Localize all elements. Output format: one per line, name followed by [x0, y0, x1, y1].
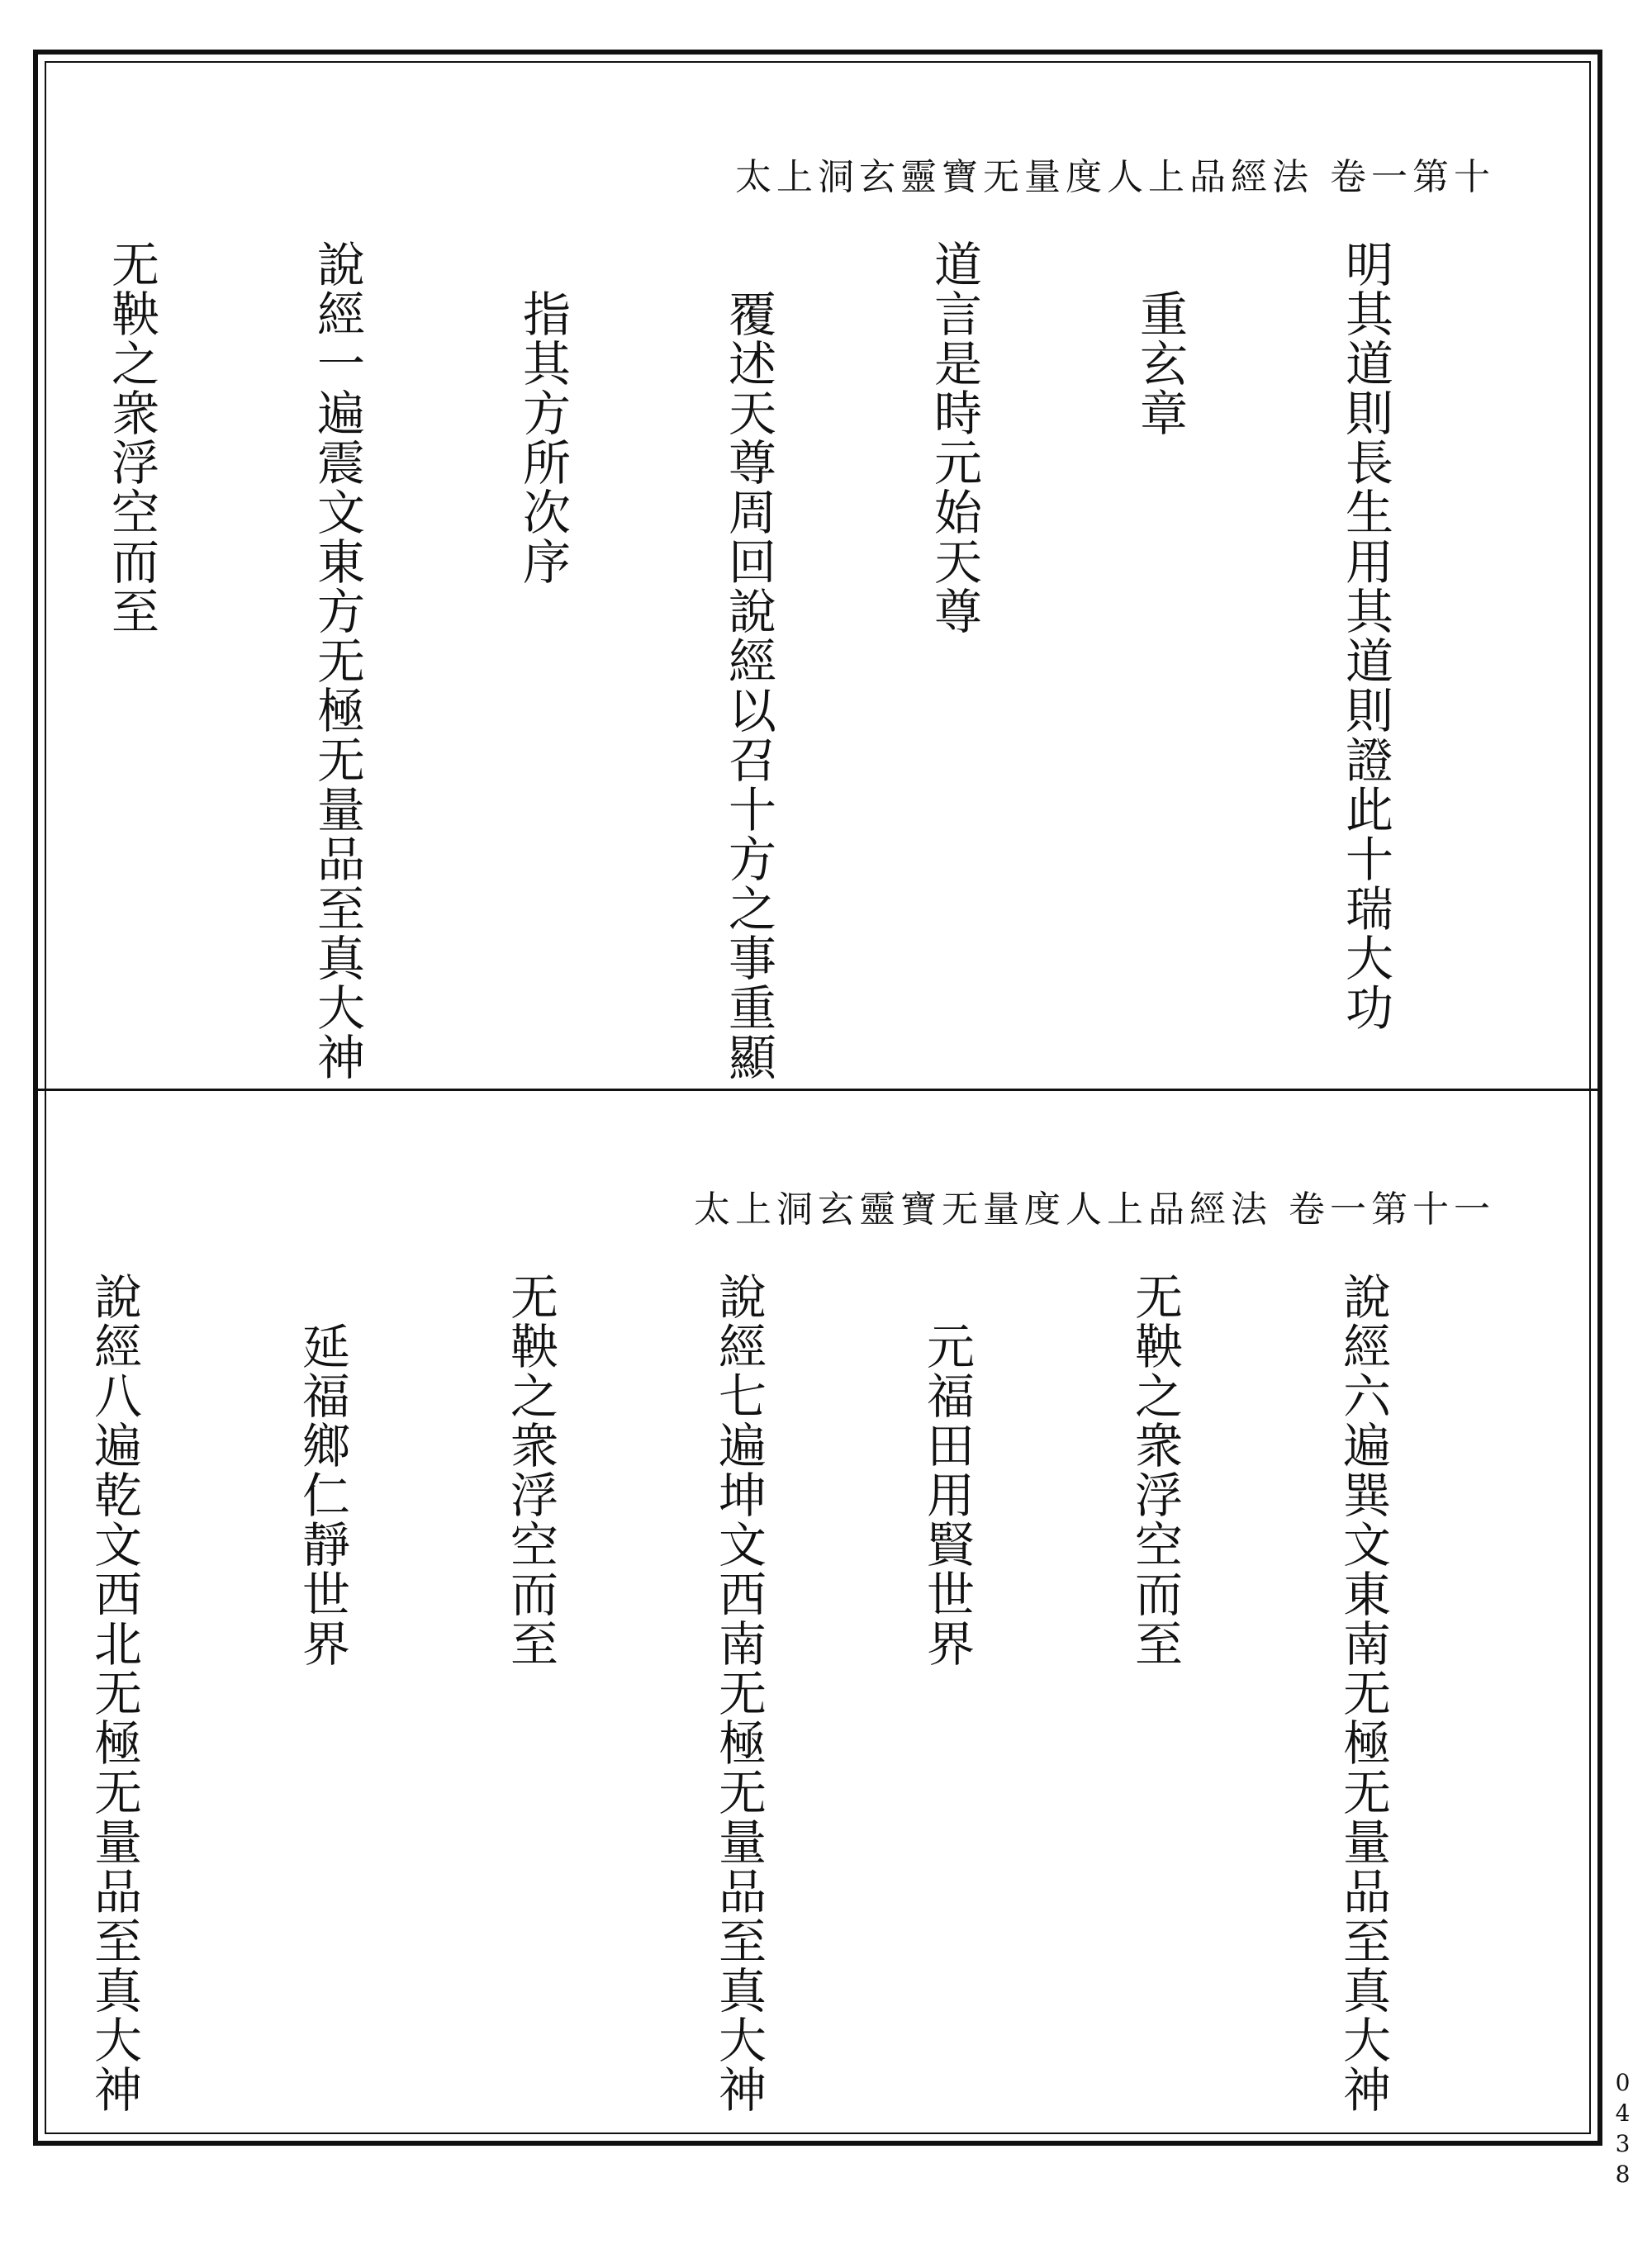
text-column: 重玄章	[1132, 240, 1188, 438]
text-column: 无鞅之衆浮空而至	[1127, 1272, 1183, 1668]
text-column: 指其方所次序	[515, 240, 571, 586]
top-header: 太上洞玄靈寶无量度人上品經法 卷一第十	[735, 156, 1495, 198]
top-text	[0, 240, 1536, 1132]
text-column: 元福田用賢世界	[919, 1272, 975, 1668]
text-column: 覆述天尊周回說經以召十方之事重顯	[720, 240, 776, 1082]
text-column: 說經七遍坤文西南无極无量品至真大神	[710, 1272, 767, 2114]
text-column: 无鞅之衆浮空而至	[103, 240, 159, 636]
text-column: 說經六遍巽文東南无極无量品至真大神	[1335, 1272, 1391, 2114]
text-column: 无鞅之衆浮空而至	[502, 1272, 558, 1668]
bottom-panel	[50, 1165, 1586, 2139]
text-column: 說經一遍震文東方无極无量品至真大神	[309, 240, 365, 1082]
text-column: 說經八遍乾文西北无極无量品至真大神	[86, 1272, 142, 2114]
text-column: 道言是時元始天尊	[926, 240, 982, 636]
text-column: 明其道則長生用其道則證此十瑞大功	[1337, 240, 1393, 1032]
top-panel	[50, 132, 1586, 1082]
bottom-header: 太上洞玄靈寶无量度人上品經法 卷一第十一	[694, 1188, 1495, 1231]
bottom-text	[0, 1272, 1536, 2230]
text-column: 延福鄉仁靜世界	[294, 1272, 350, 1668]
page-number: 0438	[1609, 2069, 1636, 2191]
